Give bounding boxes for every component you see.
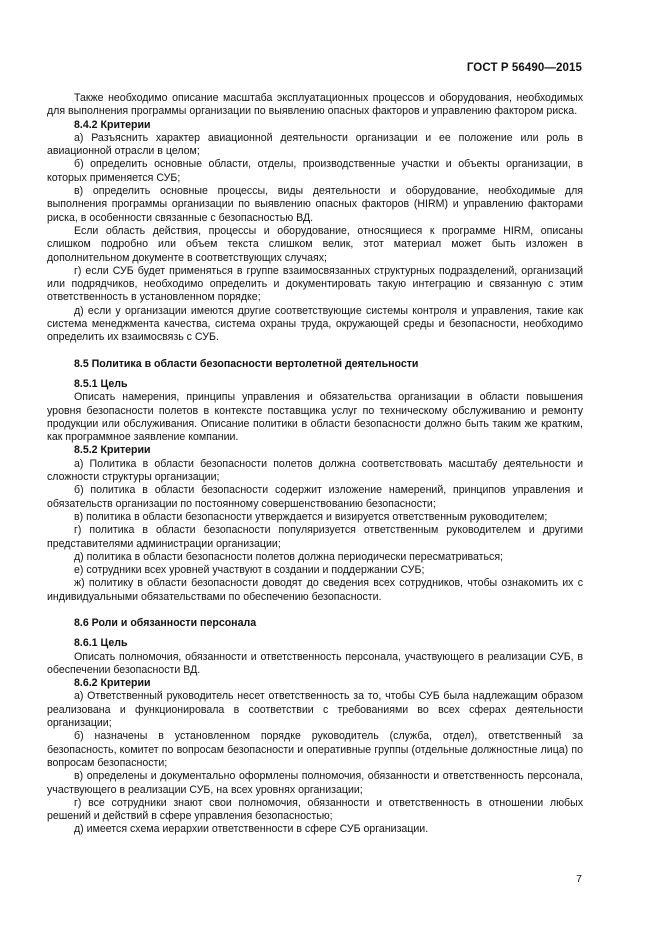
paragraph: г) если СУБ будет применяться в группе взаимосвязанных структурных подразделений, организаций или подрядчиков, необходимо определить и документировать такую интеграцию и связанную с этим ответственность в установленном порядке; <box>47 264 583 304</box>
document-body <box>47 92 583 837</box>
paragraph: б) определить основные области, отделы, производственные участки и объекты организации, в которых применяется СУБ; <box>47 158 583 184</box>
document-header: ГОСТ Р 56490—2015 <box>466 62 582 74</box>
paragraph: в) определить основные процессы, виды деятельности и оборудование, необходимые для выполнения программы организации по выявлению опасных факторов (HIRM) и управлению факторами риска, в особенности связанные с безопасностью ВД. <box>47 185 583 224</box>
paragraph: д) имеется схема иерархии ответственности в сфере СУБ организации. <box>74 823 429 836</box>
paragraph: а) Ответственный руководитель несет ответственность за то, чтобы СУБ была надлежащим образом реализована и функционировала в соответствии с требованиями во всех сферах деятельности организации; <box>47 690 583 730</box>
paragraph: д) если у организации имеются другие соответствующие системы контроля и управления, такие как система менеджмента качества, система охраны труда, окружающей среды и безопасности, необходимо определить их взаимосвязь с СУБ. <box>47 304 583 344</box>
paragraph: г) все сотрудники знают свои полномочия, обязанности и ответственность в отношении любых решений и действий в сфере управления безопасностью; <box>47 796 583 823</box>
paragraph: в) определены и документально оформлены полномочия, обязанности и ответственность персонала, участвующего в реализации СУБ, на всех уровнях организации; <box>47 770 583 796</box>
paragraph: Описать намерения, принципы управления и обязательства организации в области повышения уровня безопасности полетов в контексте поставщика услуг по техническому обслуживанию и ремонту продукции или обслуживания. Описание политики в области безопасности должно быть таким же кратким, как программное заявление компании. <box>47 391 583 444</box>
subsection-heading: 8.6.1 Цель <box>74 637 128 650</box>
paragraph: ж) политику в области безопасности доводят до сведения всех сотрудников, чтобы ознакомить их с индивидуальными обязательствами по обеспечению безопасности. <box>47 577 583 603</box>
paragraph: б) политика в области безопасности содержит изложение намерений, принципов управления и обязательств организации по постоянному совершенствованию безопасности; <box>47 484 583 510</box>
paragraph: б) назначены в установленном порядке руководитель (служба, отдел), ответственный за безопасность, комитет по вопросам безопасности и оперативные группы (отдельные должностные лица) по вопросам безопасности; <box>47 730 583 769</box>
paragraph: Также необходимо описание масштаба эксплуатационных процессов и оборудования, необходимых для выполнения программы организации по выявлению опасных факторов и управлению фактором риска. <box>47 92 583 118</box>
paragraph: а) Разъяснить характер авиационной деятельности организации и ее положение или роль в авиационной отрасли в целом; <box>47 131 583 158</box>
paragraph: е) сотрудники всех уровней участвуют в создании и поддержании СУБ; <box>74 564 425 577</box>
paragraph: а) Политика в области безопасности полетов должна соответствовать масштабу деятельности и сложности структуры организации; <box>47 457 583 484</box>
section-heading: 8.5 Политика в области безопасности вертолетной деятельности <box>74 357 419 370</box>
paragraph: Описать полномочия, обязанности и ответственность персонала, участвующего в реализации СУБ, в обеспечении безопасности ВД. <box>47 650 583 676</box>
section-heading: 8.6 Роли и обязанности персонала <box>74 616 257 629</box>
paragraph: г) политика в области безопасности популяризуется ответственным руководителем и другими представителями администрации организации; <box>47 524 583 550</box>
page-number: 7 <box>576 873 582 885</box>
paragraph: д) политика в области безопасности полетов должна периодически пересматриваться; <box>74 550 504 563</box>
paragraph: в) политика в области безопасности утверждается и визируется ответственным руководителем; <box>74 510 548 523</box>
subsection-heading: 8.5.2 Критерии <box>74 444 151 457</box>
subsection-heading: 8.6.2 Критерии <box>74 677 151 690</box>
subsection-heading: 8.4.2 Критерии <box>74 118 151 131</box>
subsection-heading: 8.5.1 Цель <box>74 377 128 390</box>
paragraph: Если область действия, процессы и оборудование, относящиеся к программе HIRM, описаны слишком подробно или объем текста слишком велик, этот материал может быть изложен в дополнительном документе в соответствующих случаях; <box>47 224 583 264</box>
